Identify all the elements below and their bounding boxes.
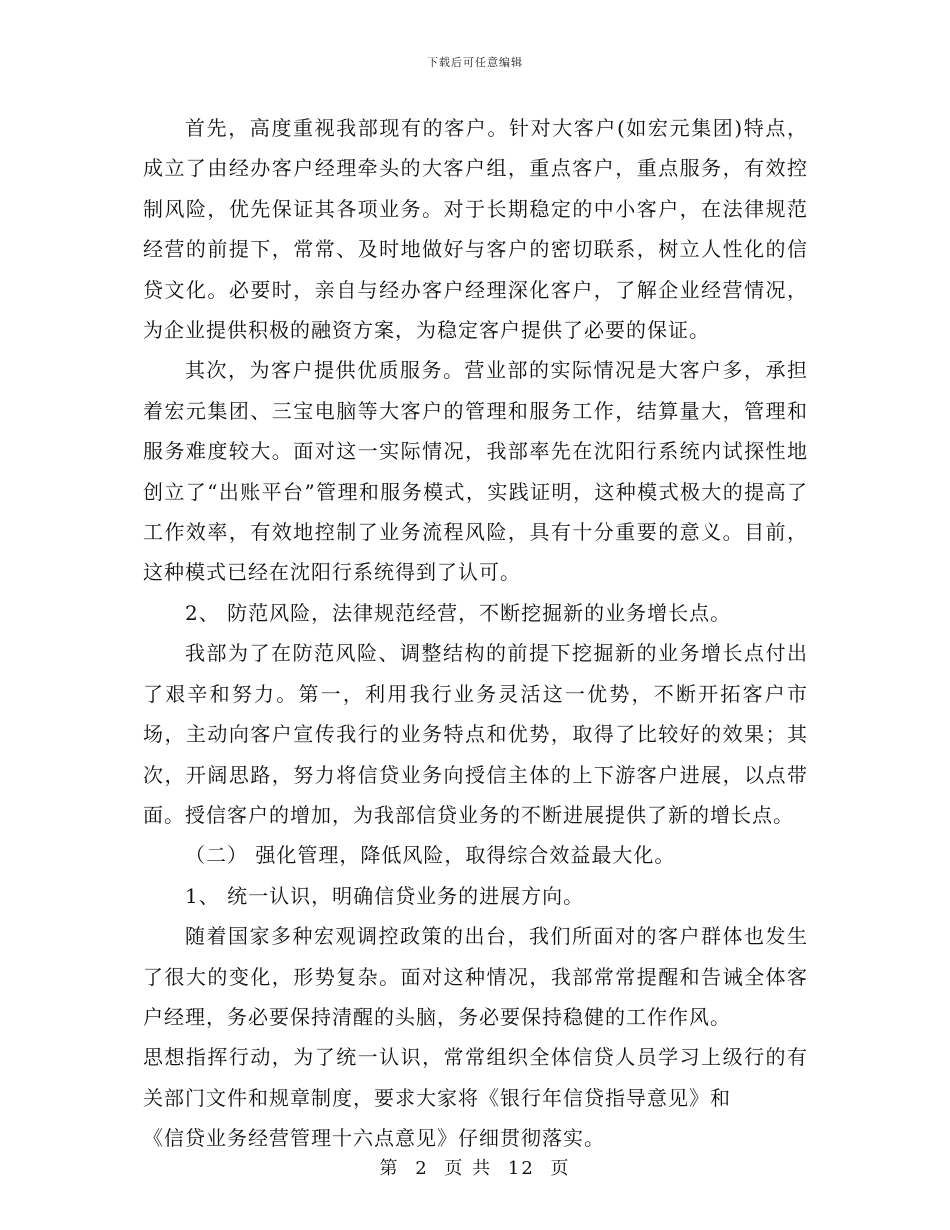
heading-risk-prevention: 2、 防范风险，法律规范经营，不断挖掘新的业务增长点。 <box>185 600 732 625</box>
page-label-suffix: 页 <box>550 1158 571 1179</box>
paragraph-first-key-clients: 首先，高度重视我部现有的客户。针对大客户(如宏元集团)特点，成立了由经办客户经理牵头的大客户组，重点客户，重点服务，有效控制风险，优先保证其各项业务。对于长期稳定的中小客户，在法律规范经营的前提下，常常、及时地做好与客户的密切联系，树立人性化的信贷文化。必要时，亲自与经办客户经理深化客户，了解企业经营情况，为企业提供积极的融资方案，为稳定客户提供了必要的保证。 <box>143 116 808 343</box>
paragraph-macro-policy: 随着国家多种宏观调控政策的出台，我们所面对的客户群体也发生了很大的变化，形势复杂。面对这种情况，我部常常提醒和告诫全体客户经理，务必要保持清醒的头脑，务必要保持稳健的工作作风。 <box>143 924 808 1029</box>
paragraph-second-quality-service: 其次，为客户提供优质服务。营业部的实际情况是大客户多，承担着宏元集团、三宝电脑等大客户的管理和服务工作，结算量大，管理和服务难度较大。面对这一实际情况，我部率先在沈阳行系统内试探性地创立了“出账平台”管理和服务模式，实践证明，这种模式极大的提高了工作效率，有效地控制了业务流程风险，具有十分重要的意义。目前，这种模式已经在沈阳行系统得到了认可。 <box>143 358 808 585</box>
page-header: 下载后可任意编辑 <box>427 56 523 69</box>
page-label-prefix: 第 <box>379 1158 400 1179</box>
paragraph-sixteen-points: 《信贷业务经营管理十六点意见》仔细贯彻落实。 <box>143 1126 605 1151</box>
document-body <box>143 108 808 1159</box>
total-pages-number: 12 <box>507 1158 535 1179</box>
heading-section-two: （二） 强化管理，降低风险，取得综合效益最大化。 <box>185 843 676 868</box>
paragraph-thought-guides-action: 思想指挥行动，为了统一认识，常常组织全体信贷人员学习上级行的有关部门文件和规章制度，要求大家将《银行年信贷指导意见》和 <box>143 1045 808 1110</box>
paragraph-new-growth-points: 我部为了在防范风险、调整结构的前提下挖掘新的业务增长点付出了艰辛和努力。第一，利用我行业务灵活这一优势，不断开拓客户市场，主动向客户宣传我行的业务特点和优势，取得了比较好的效果；其次，开阔思路，努力将信贷业务向授信主体的上下游客户进展，以点带面。授信客户的增加，为我部信贷业务的不断进展提供了新的增长点。 <box>143 641 808 827</box>
page-label-mid: 页 共 <box>444 1158 493 1179</box>
current-page-number: 2 <box>415 1158 429 1179</box>
page-footer <box>0 1154 950 1180</box>
heading-unified-understanding: 1、 统一认识，明确信贷业务的进展方向。 <box>185 883 585 908</box>
